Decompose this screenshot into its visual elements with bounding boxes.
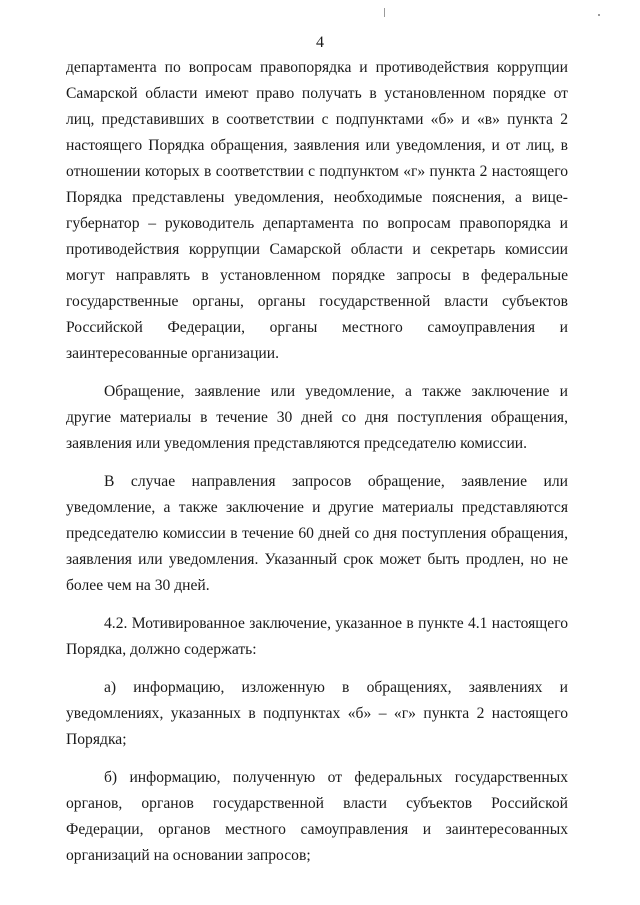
list-item-b: б) информацию, полученную от федеральных государственных органов, органов государственной власти субъектов Российской Федерации, органов местного самоуправления и заинтересованных организаций на основании запросов; (66, 769, 568, 864)
scan-artifact-dot (598, 14, 600, 16)
paragraph-4-2: 4.2. Мотивированное заключение, указанное в пункте 4.1 настоящего Порядка, должно содержать: (66, 615, 568, 658)
scan-artifact-mark (384, 8, 385, 17)
page-number: 4 (316, 34, 324, 51)
paragraph-60-days: В случае направления запросов обращение, заявление или уведомление, а также заключение и другие материалы представляются председателю комиссии в течение 60 дней со дня поступления обращения, заявления или уведомления. Указанный срок может быть продлен, но не более чем на 30 дней. (66, 473, 568, 594)
paragraph-30-days: Обращение, заявление или уведомление, а также заключение и другие материалы в течение 30 дней со дня поступления обращения, заявления или уведомления представляются председателю комиссии. (66, 383, 568, 452)
paragraph-continuation: департамента по вопросам правопорядка и противодействия коррупции Самарской области имеют право получать в установленном порядке от лиц, представивших в соответствии с подпунктами «б» и «в» пункта 2 настоящего Порядка обращения, заявления или уведомления, и от лиц, в отношении которых в соответствии с подпунктом «г» пункта 2 настоящего Порядка представлены уведомления, необходимые пояснения, а вице-губернатор – руководитель департамента по вопросам правопорядка и противодействия коррупции Самарской области и секретарь комиссии могут направлять в установленном порядке запросы в федеральные государственные органы, органы государственной власти субъектов Российской Федерации, органы местного самоуправления и заинтересованные организации. (66, 59, 568, 362)
document-body (66, 55, 568, 869)
list-item-a: а) информацию, изложенную в обращениях, заявлениях и уведомлениях, указанных в подпунктах «б» – «г» пункта 2 настоящего Порядка; (66, 679, 568, 748)
